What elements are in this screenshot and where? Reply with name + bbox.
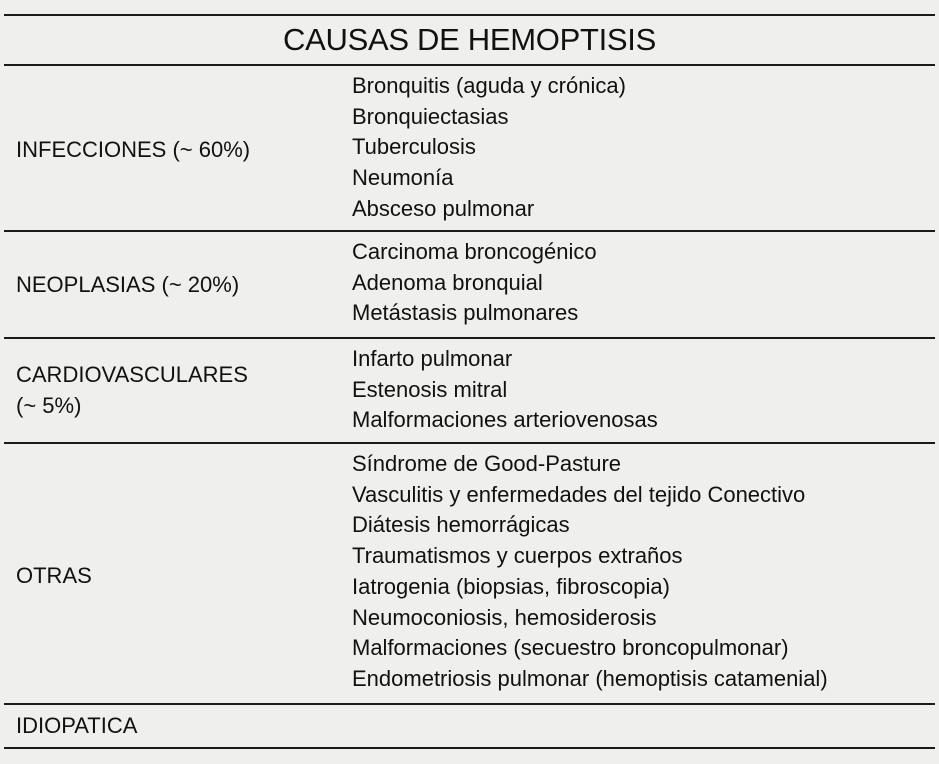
category-label: INFECCIONES (~ 60%) [16, 137, 251, 162]
category-label: OTRAS [16, 563, 92, 588]
row-otras [4, 444, 935, 702]
cause-item: Tuberculosis [352, 134, 476, 160]
cause-item: Vasculitis y enfermedades del tejido Conectivo [352, 481, 806, 507]
cause-item: Bronquitis (aguda y crónica) [352, 73, 626, 98]
hemoptysis-causes-table [4, 14, 935, 751]
cause-item: Malformaciones (secuestro broncopulmonar) [352, 635, 789, 661]
cause-item: Metástasis pulmonares [352, 300, 579, 326]
category-label [16, 359, 336, 421]
cause-item: Estenosis mitral [352, 376, 508, 402]
cause-item: Bronquiectasias [352, 103, 509, 129]
row-infecciones [4, 66, 935, 229]
cause-item: Malformaciones arteriovenosas [352, 407, 658, 433]
table-title: CAUSAS DE HEMOPTISIS [283, 22, 656, 57]
cause-item: Absceso pulmonar [352, 195, 535, 221]
cause-item: Diátesis hemorrágicas [352, 512, 570, 538]
cause-item: Infarto pulmonar [352, 346, 513, 371]
cause-list [352, 71, 932, 225]
cause-list [352, 449, 932, 695]
cause-item: Carcinoma broncogénico [352, 239, 597, 264]
category-label: NEOPLASIAS (~ 20%) [16, 272, 240, 297]
cause-list [352, 237, 932, 329]
cause-item: Iatrogenia (biopsias, fibroscopia) [352, 573, 670, 599]
bottom-rule [4, 747, 935, 749]
cause-item: Endometriosis pulmonar (hemoptisis catamenial) [352, 665, 828, 691]
cause-item: Neumoconiosis, hemosiderosis [352, 604, 657, 630]
cause-item: Síndrome de Good-Pasture [352, 451, 622, 476]
category-label-line: CARDIOVASCULARES [16, 362, 248, 387]
cause-item: Traumatismos y cuerpos extraños [352, 543, 683, 569]
row-neoplasias [4, 232, 935, 337]
row-cardiovasculares [4, 339, 935, 442]
row-idiopatica [4, 705, 935, 747]
cause-item: Adenoma bronquial [352, 269, 543, 295]
cause-list [352, 344, 932, 436]
category-label: IDIOPATICA [16, 713, 138, 738]
cause-item: Neumonía [352, 165, 454, 191]
category-label-line: (~ 5%) [16, 393, 82, 418]
